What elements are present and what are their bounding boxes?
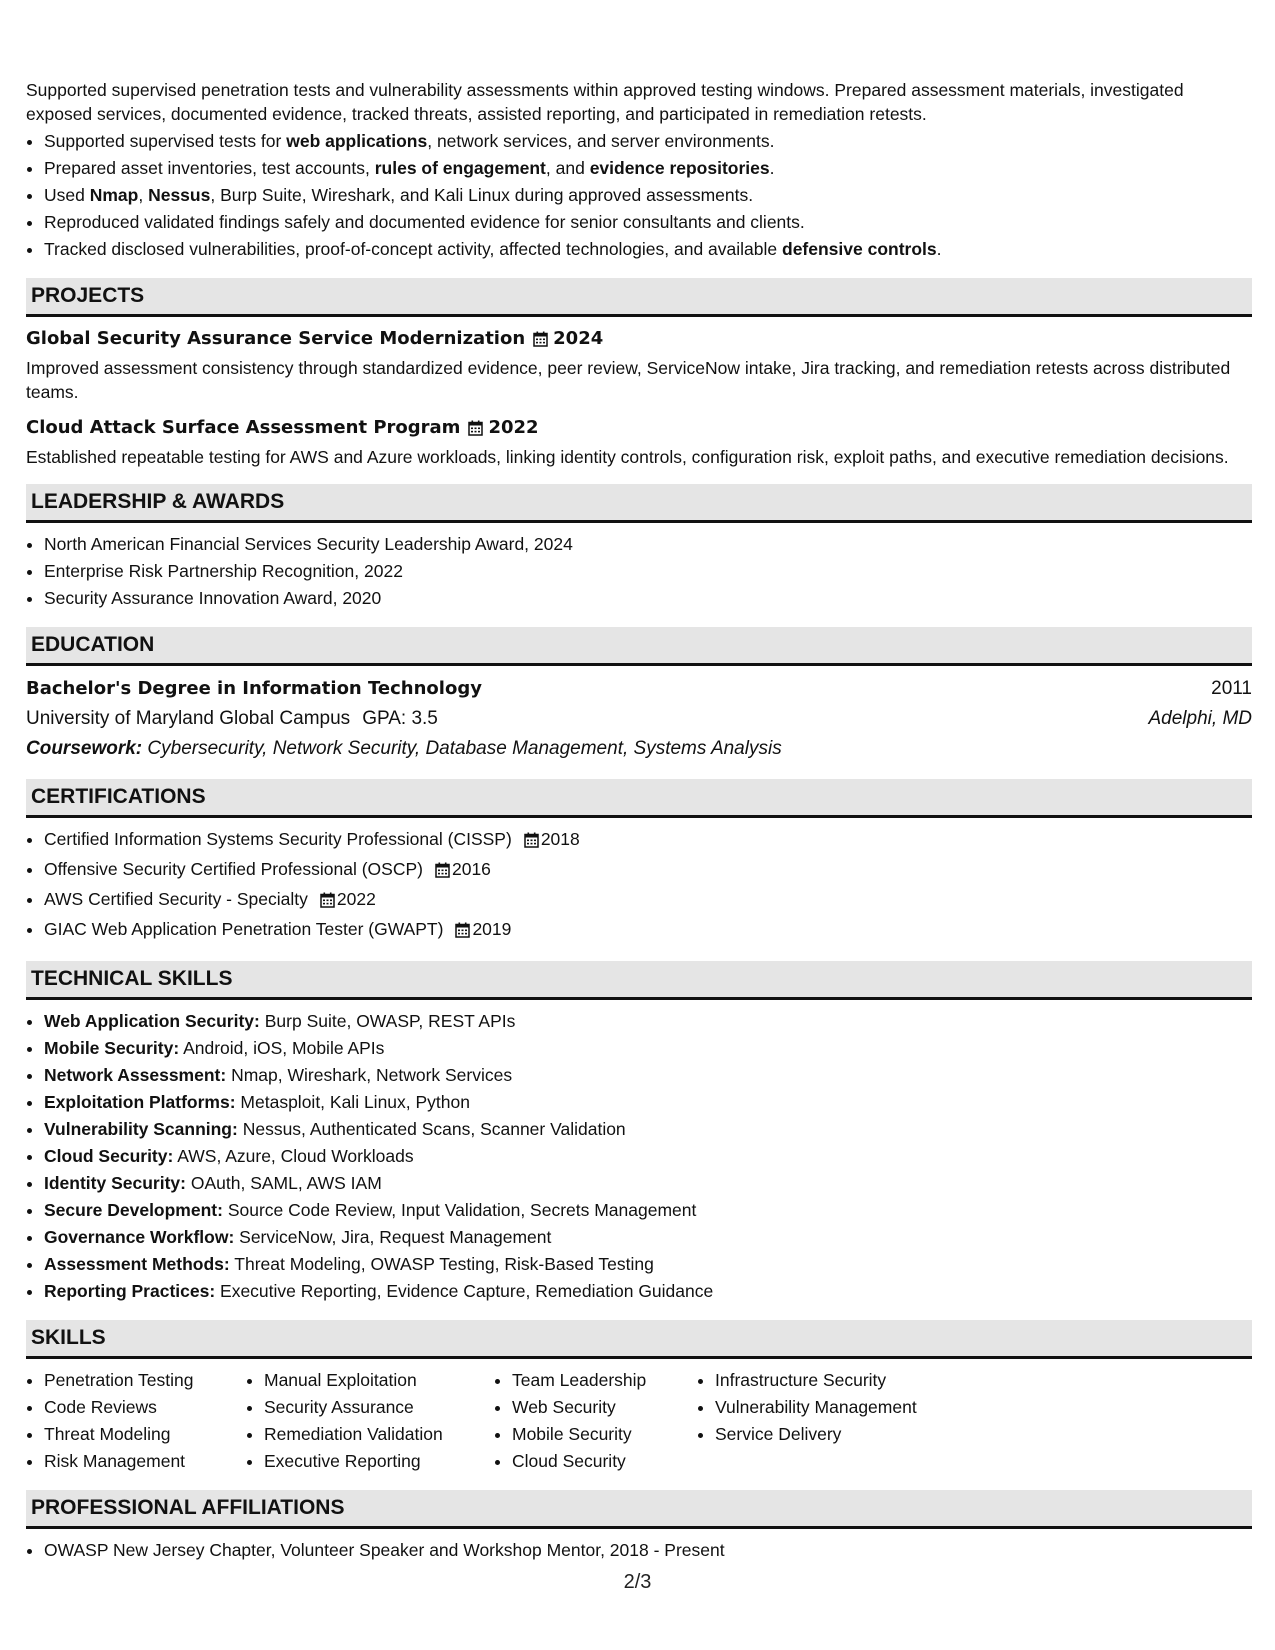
awards-list xyxy=(26,531,1252,612)
project-title: Cloud Attack Surface Assessment Program xyxy=(26,417,461,438)
skill-category: Cloud Security: xyxy=(44,1146,174,1166)
skill-item: • Remediation Validation xyxy=(264,1421,474,1448)
bullet-text: Used xyxy=(44,185,90,205)
skill-item: • Manual Exploitation xyxy=(264,1367,474,1394)
skill-category: Assessment Methods: xyxy=(44,1254,230,1274)
experience-bullet xyxy=(44,209,1252,236)
calendar-icon xyxy=(468,417,483,445)
calendar-icon xyxy=(435,859,450,886)
experience-bullet xyxy=(44,182,1252,209)
experience-bullet xyxy=(44,155,1252,182)
certification-name: Offensive Security Certified Professional (OSCP) xyxy=(44,859,423,879)
skills-column xyxy=(26,1367,226,1475)
project-item xyxy=(26,325,1252,404)
technical-skill-item xyxy=(44,1116,1252,1143)
project-description: Improved assessment consistency through standardized evidence, peer review, ServiceNow intake, Jira tracking, and remediation retests across distributed teams. xyxy=(26,358,1231,402)
bullet-text: . xyxy=(936,239,942,259)
coursework xyxy=(26,734,1252,764)
skill-category: Exploitation Platforms: xyxy=(44,1092,236,1112)
calendar-icon xyxy=(455,919,470,946)
award-item: • North American Financial Services Security Leadership Award, 2024 xyxy=(44,531,1252,558)
skill-item: • Threat Modeling xyxy=(44,1421,226,1448)
experience-summary: Supported supervised penetration tests and vulnerability assessments within approved testing windows. Prepared assessment materials, investigated exposed services, documented evidence, tracked threats, assisted reporting, and participated in remediation retests. xyxy=(26,80,1184,124)
certification-year: 2018 xyxy=(540,829,580,849)
experience-bullet xyxy=(44,128,1252,155)
skill-category: Secure Development: xyxy=(44,1200,223,1220)
technical-skill-item xyxy=(44,1143,1252,1170)
skill-category: Reporting Practices: xyxy=(44,1281,216,1301)
project-description: Established repeatable testing for AWS and Azure workloads, linking identity controls, configuration risk, exploit paths, and executive remediation decisions. xyxy=(26,447,1229,467)
skill-category: Mobile Security: xyxy=(44,1038,180,1058)
certification-year: 2022 xyxy=(336,889,376,909)
bullet-text: . xyxy=(769,158,775,178)
skill-category: Governance Workflow: xyxy=(44,1227,235,1247)
technical-skill-item xyxy=(44,1008,1252,1035)
bold-keyword: rules of engagement xyxy=(374,158,546,178)
bold-keyword: Nmap xyxy=(89,185,139,205)
certifications-heading: CERTIFICATIONS xyxy=(26,779,1252,818)
leadership-heading: LEADERSHIP & AWARDS xyxy=(26,484,1252,523)
skill-values: Threat Modeling, OWASP Testing, Risk-Based Testing xyxy=(234,1254,654,1274)
skill-category: Identity Security: xyxy=(44,1173,186,1193)
technical-skill-item xyxy=(44,1224,1252,1251)
certification-name: GIAC Web Application Penetration Tester (GWAPT) xyxy=(44,919,444,939)
certification-year: 2019 xyxy=(472,919,512,939)
page-number: 2/3 xyxy=(623,1571,652,1593)
skill-values: OAuth, SAML, AWS IAM xyxy=(190,1173,382,1193)
bullet-text: Reproduced validated findings safely and documented evidence for senior consultants and clients. xyxy=(44,212,805,232)
technical-skills-heading: TECHNICAL SKILLS xyxy=(26,961,1252,1000)
project-title: Global Security Assurance Service Modernization xyxy=(26,328,526,349)
project-year: 2024 xyxy=(553,328,604,349)
skill-item: • Infrastructure Security xyxy=(715,1367,945,1394)
resume-page xyxy=(26,78,1252,1564)
certification-item xyxy=(44,916,1252,946)
certification-item xyxy=(44,826,1252,856)
skill-values: Executive Reporting, Evidence Capture, Remediation Guidance xyxy=(220,1281,714,1301)
experience-bullets xyxy=(26,128,1252,263)
bullet-text: , xyxy=(138,185,149,205)
certification-name: AWS Certified Security - Specialty xyxy=(44,889,308,909)
skill-item: • Security Assurance xyxy=(264,1394,474,1421)
skill-item: • Code Reviews xyxy=(44,1394,226,1421)
school-location: Adelphi, MD xyxy=(1148,708,1252,729)
skill-item: • Web Security xyxy=(512,1394,677,1421)
calendar-icon xyxy=(320,889,335,916)
education-school-row xyxy=(26,704,1252,734)
calendar-icon xyxy=(524,829,539,856)
technical-skill-item xyxy=(44,1197,1252,1224)
skill-values: Android, iOS, Mobile APIs xyxy=(183,1038,385,1058)
bullet-text: , and xyxy=(545,158,590,178)
skill-item: • Cloud Security xyxy=(512,1448,677,1475)
bold-keyword: evidence repositories xyxy=(589,158,770,178)
skills-column xyxy=(494,1367,677,1475)
skill-item: • Executive Reporting xyxy=(264,1448,474,1475)
skill-item: • Team Leadership xyxy=(512,1367,677,1394)
skill-item: • Vulnerability Management xyxy=(715,1394,945,1421)
certification-year: 2016 xyxy=(451,859,491,879)
skill-values: Nmap, Wireshark, Network Services xyxy=(231,1065,513,1085)
gpa: GPA: 3.5 xyxy=(362,708,438,729)
coursework-label: Coursework: xyxy=(26,738,143,759)
calendar-icon xyxy=(533,328,548,356)
technical-skill-item xyxy=(44,1062,1252,1089)
bold-keyword: web applications xyxy=(286,131,428,151)
technical-skill-item xyxy=(44,1278,1252,1305)
certification-name: Certified Information Systems Security Professional (CISSP) xyxy=(44,829,512,849)
skill-item: • Risk Management xyxy=(44,1448,226,1475)
school-name: University of Maryland Global Campus xyxy=(26,708,351,729)
skill-item: • Service Delivery xyxy=(715,1421,945,1448)
affiliations-heading: PROFESSIONAL AFFILIATIONS xyxy=(26,1490,1252,1529)
certifications-list xyxy=(26,826,1252,946)
skill-category: Web Application Security: xyxy=(44,1011,260,1031)
coursework-list: Cybersecurity, Network Security, Database Management, Systems Analysis xyxy=(147,738,782,759)
experience-bullet xyxy=(44,236,1252,263)
skill-category: Vulnerability Scanning: xyxy=(44,1119,238,1139)
graduation-year: 2011 xyxy=(1211,678,1252,699)
bullet-text: Prepared asset inventories, test accounts, xyxy=(44,158,375,178)
education-row xyxy=(26,674,1252,704)
affiliations-list xyxy=(26,1537,1252,1564)
bold-keyword: defensive controls xyxy=(782,239,937,259)
project-title-row xyxy=(26,325,1252,356)
skills-column xyxy=(697,1367,945,1475)
bullet-text: Tracked disclosed vulnerabilities, proof-of-concept activity, affected technologies, and available xyxy=(44,239,782,259)
award-item: • Enterprise Risk Partnership Recognition, 2022 xyxy=(44,558,1252,585)
skill-values: Burp Suite, OWASP, REST APIs xyxy=(264,1011,516,1031)
technical-skill-item xyxy=(44,1035,1252,1062)
skills-heading: SKILLS xyxy=(26,1320,1252,1359)
skills-grid xyxy=(26,1367,1252,1475)
affiliation-item: • OWASP New Jersey Chapter, Volunteer Speaker and Workshop Mentor, 2018 - Present xyxy=(44,1537,1252,1564)
bold-keyword: Nessus xyxy=(148,185,211,205)
skill-item: • Mobile Security xyxy=(512,1421,677,1448)
project-title-row xyxy=(26,414,1252,445)
education-heading: EDUCATION xyxy=(26,627,1252,666)
technical-skill-item xyxy=(44,1089,1252,1116)
degree-title: Bachelor's Degree in Information Technology xyxy=(26,678,482,699)
bullet-text: , Burp Suite, Wireshark, and Kali Linux during approved assessments. xyxy=(210,185,754,205)
bullet-text: , network services, and server environments. xyxy=(427,131,775,151)
skill-item: • Penetration Testing xyxy=(44,1367,226,1394)
project-item xyxy=(26,414,1252,469)
skills-column xyxy=(246,1367,474,1475)
skill-values: AWS, Azure, Cloud Workloads xyxy=(177,1146,414,1166)
skill-values: Nessus, Authenticated Scans, Scanner Validation xyxy=(242,1119,626,1139)
bullet-text: Supported supervised tests for xyxy=(44,131,287,151)
certification-item xyxy=(44,886,1252,916)
skill-values: Source Code Review, Input Validation, Secrets Management xyxy=(227,1200,697,1220)
technical-skill-item xyxy=(44,1251,1252,1278)
technical-skill-item xyxy=(44,1170,1252,1197)
school xyxy=(26,704,438,734)
skill-values: ServiceNow, Jira, Request Management xyxy=(239,1227,552,1247)
certification-item xyxy=(44,856,1252,886)
technical-skills-list xyxy=(26,1008,1252,1305)
projects-heading: PROJECTS xyxy=(26,278,1252,317)
project-year: 2022 xyxy=(488,417,539,438)
skill-values: Metasploit, Kali Linux, Python xyxy=(240,1092,470,1112)
award-item: • Security Assurance Innovation Award, 2020 xyxy=(44,585,1252,612)
skill-category: Network Assessment: xyxy=(44,1065,227,1085)
